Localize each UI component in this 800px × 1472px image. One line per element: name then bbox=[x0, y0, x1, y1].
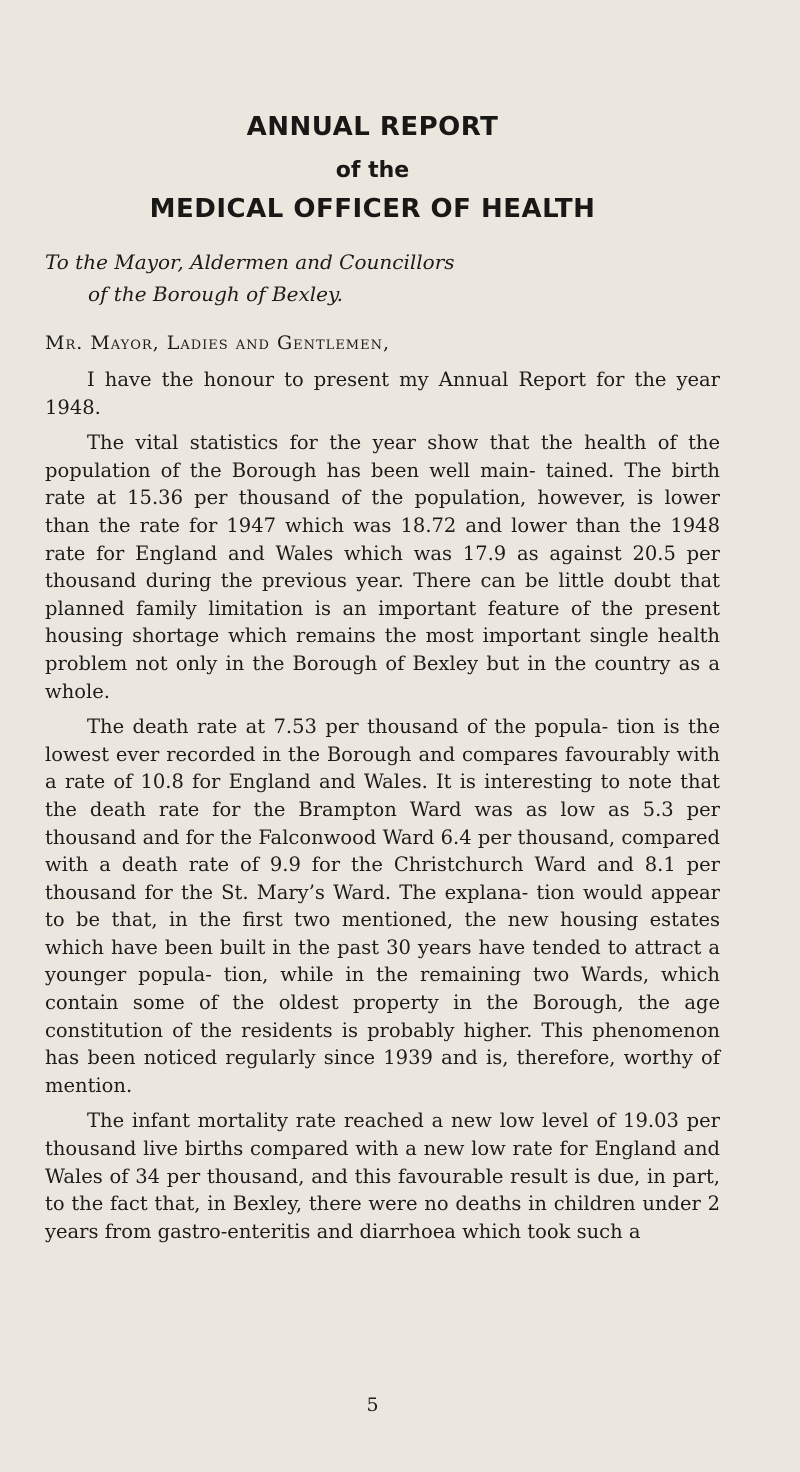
paragraph-intro: I have the honour to present my Annual Report for the year 1948. bbox=[45, 368, 720, 419]
salutation: Mr. Mayor, Ladies and Gentlemen, bbox=[45, 332, 391, 354]
paragraph-death-rate: The death rate at 7.53 per thousand of the popula- tion is the lowest ever recorded in the Borough and compares favourably with a rate of 10.8 for England and Wales. It is interesting to note that the death rate for the Brampton Ward was as low as 5.3 per thousand and for the Falconwood Ward 6.4 per thousand, compared with a death rate of 9.9 for the Christchurch Ward and 8.1 per thousand for the St. Mary’s Ward. The explana- tion would appear to be that, in the first two mentioned, the new housing estates which have been built in the past 30 years have tended to attract a younger popula- tion, while in the remaining two Wards, which contain some of the oldest property in the Borough, the age constitution of the residents is probably higher. This phenomenon has been noticed regularly since 1939 and is, therefore, worthy of mention. bbox=[45, 715, 720, 1097]
address-line-2: of the Borough of Bexley. bbox=[88, 282, 344, 306]
address-line-1: To the Mayor, Aldermen and Councillors bbox=[45, 250, 455, 274]
report-title-connector: of the bbox=[335, 158, 410, 183]
report-subtitle: MEDICAL OFFICER OF HEALTH bbox=[149, 194, 596, 224]
page-number: 5 bbox=[366, 1394, 379, 1416]
paragraph-infant-mortality: The infant mortality rate reached a new low level of 19.03 per thousand live births compared with a new low rate for England and Wales of 34 per thousand, and this favourable result is due, in part, to the fact that, in Bexley, there were no deaths in children under 2 years from gastro-enteritis and diarrhoea which took such a bbox=[45, 1109, 720, 1243]
report-title: ANNUAL REPORT bbox=[246, 112, 499, 142]
address-block bbox=[45, 246, 725, 310]
report-body bbox=[45, 366, 720, 1253]
paragraph-vital-statistics: The vital statistics for the year show that the health of the population of the Borough has been well main- tained. The birth rate at 15.36 per thousand of the population, however, is lower than the rate for 1947 which was 18.72 and lower than the 1948 rate for England and Wales which was 17.9 as against 20.5 per thousand during the previous year. There can be little doubt that planned family limitation is an important feature of the present housing shortage which remains the most important single health problem not only in the Borough of Bexley but in the country as a whole. bbox=[45, 431, 720, 703]
